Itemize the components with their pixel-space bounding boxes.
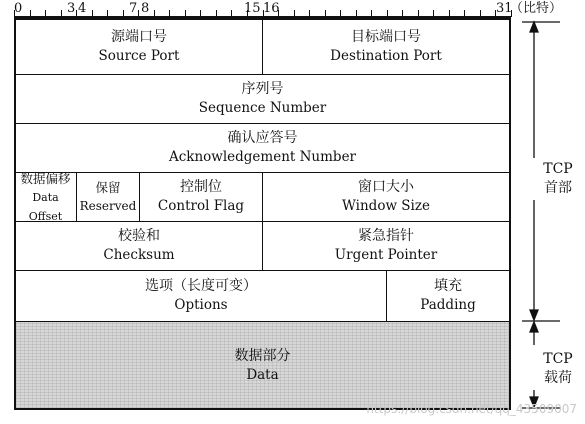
control-flag-label-en: Control Flag [157,198,245,214]
tcp-payload-line2: 载荷 [544,370,572,386]
ruler-unit: （比特） [510,1,563,16]
padding-label-zh: 填充 [434,278,462,294]
dest-port-label-en: Destination Port [330,48,442,64]
padding-label-en: Padding [420,297,476,313]
side-label-tcp-payload [538,350,578,388]
options-label-en: Options [174,297,228,313]
options-label-zh: 选项（长度可变） [145,278,257,294]
ack-label-en: Acknowledgement Number [168,149,357,165]
ruler-label-15: 15 [244,1,261,16]
checksum-label-en: Checksum [103,247,175,263]
header-arrow-head-up [530,22,538,32]
ruler-label-3: 3 [67,1,76,16]
tcp-header-line2: 首部 [544,180,572,196]
ruler-label-16: 16 [263,1,280,16]
ruler-label-7: 7 [129,1,138,16]
source-port-label-en: Source Port [98,48,180,64]
payload-arrow-head-up [530,322,538,332]
watermark: https://blog.csdn.net/qq_43509007 [366,402,577,416]
seq-label-zh: 序列号 [241,81,284,97]
data-offset-label-en: Data Offset [28,190,63,223]
source-port-label-zh: 源端口号 [111,29,167,45]
ruler-label-31: 31 [496,1,513,16]
header-arrow-head-down [530,310,538,320]
checksum-label-zh: 校验和 [118,228,160,244]
data-offset-label-zh: 数据偏移 [20,170,71,186]
reserved-label-en: Reserved [79,199,137,213]
tcp-header-line1: TCP [543,161,573,177]
window-size-label-zh: 窗口大小 [358,179,414,195]
data-label-en: Data [246,366,279,383]
urgent-pointer-label-en: Urgent Pointer [334,247,438,263]
reserved-label-zh: 保留 [95,180,121,195]
tcp-payload-line1: TCP [543,351,573,367]
dest-port-label-zh: 目标端口号 [351,29,421,45]
seq-label-en: Sequence Number [198,100,327,116]
ruler-label-0: 0 [14,1,23,16]
urgent-pointer-label-zh: 紧急指针 [358,228,414,244]
window-size-label-en: Window Size [342,198,430,214]
ack-label-zh: 确认应答号 [227,130,298,146]
side-label-tcp-header [538,160,578,198]
ruler-label-4: 4 [78,1,87,16]
ruler-label-8: 8 [141,1,150,16]
data-label-zh: 数据部分 [234,347,291,364]
control-flag-label-zh: 控制位 [180,179,222,195]
